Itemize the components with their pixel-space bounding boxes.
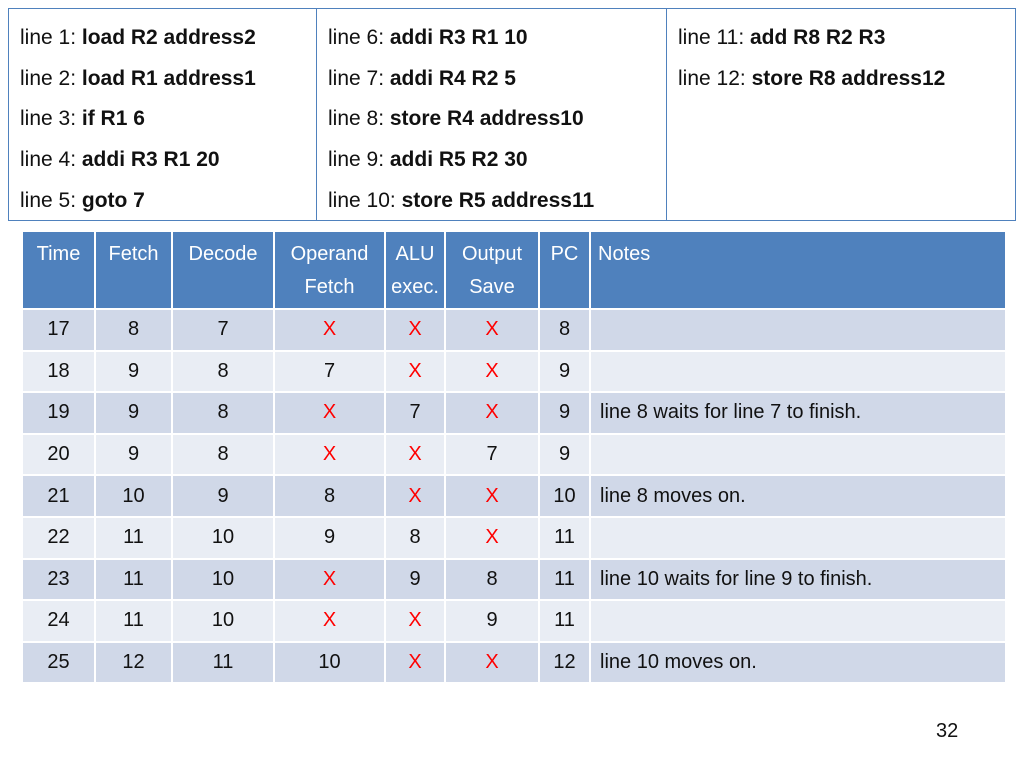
cell-pc: 9 bbox=[539, 392, 590, 434]
table-row bbox=[22, 434, 1006, 476]
cell-fetch: 11 bbox=[95, 600, 172, 642]
code-line-number: line 7: bbox=[328, 66, 390, 90]
cell-alu-exec: X bbox=[385, 351, 445, 393]
cell-operand-fetch: X bbox=[274, 392, 385, 434]
code-line bbox=[328, 59, 666, 100]
code-line bbox=[678, 18, 1015, 59]
code-line-number: line 6: bbox=[328, 26, 390, 49]
cell-decode: 7 bbox=[172, 309, 274, 351]
code-column-3 bbox=[667, 9, 1015, 220]
cell-fetch: 9 bbox=[95, 392, 172, 434]
cell-output-save: X bbox=[445, 351, 539, 393]
code-instruction: addi R3 R1 10 bbox=[389, 26, 528, 49]
cell-operand-fetch: X bbox=[274, 309, 385, 351]
code-line-number: line 11: bbox=[678, 26, 750, 49]
code-line bbox=[20, 59, 316, 100]
cell-fetch: 9 bbox=[95, 351, 172, 393]
code-instruction: load R2 address2 bbox=[81, 26, 256, 49]
cell-output-save: 8 bbox=[445, 559, 539, 601]
cell-notes: line 10 waits for line 9 to finish. bbox=[590, 559, 1006, 601]
cell-time: 23 bbox=[22, 559, 95, 601]
cell-fetch: 11 bbox=[95, 517, 172, 559]
code-line bbox=[328, 181, 666, 222]
cell-time: 19 bbox=[22, 392, 95, 434]
header-pc: PC bbox=[539, 231, 590, 309]
cell-operand-fetch: 9 bbox=[274, 517, 385, 559]
cell-operand-fetch: 10 bbox=[274, 642, 385, 684]
cell-output-save: X bbox=[445, 475, 539, 517]
code-instruction: addi R5 R2 30 bbox=[389, 148, 528, 172]
cell-operand-fetch: X bbox=[274, 434, 385, 476]
cell-time: 25 bbox=[22, 642, 95, 684]
cell-notes bbox=[590, 600, 1006, 642]
header-output-save: Output Save bbox=[445, 231, 539, 309]
cell-alu-exec: 9 bbox=[385, 559, 445, 601]
cell-notes: line 8 waits for line 7 to finish. bbox=[590, 392, 1006, 434]
cell-alu-exec: X bbox=[385, 434, 445, 476]
cell-notes: line 10 moves on. bbox=[590, 642, 1006, 684]
cell-alu-exec: X bbox=[385, 600, 445, 642]
cell-notes: line 8 moves on. bbox=[590, 475, 1006, 517]
code-instruction: goto 7 bbox=[81, 188, 145, 212]
cell-pc: 12 bbox=[539, 642, 590, 684]
code-instruction: addi R3 R1 20 bbox=[81, 148, 220, 172]
cell-output-save: 9 bbox=[445, 600, 539, 642]
code-instruction: add R8 R2 R3 bbox=[750, 26, 886, 49]
cell-decode: 10 bbox=[172, 559, 274, 601]
pipeline-table bbox=[21, 230, 1007, 684]
cell-output-save: X bbox=[445, 517, 539, 559]
code-line bbox=[20, 99, 316, 140]
table-row bbox=[22, 351, 1006, 393]
cell-notes bbox=[590, 517, 1006, 559]
code-line-number: line 8: bbox=[328, 107, 390, 131]
cell-operand-fetch: 8 bbox=[274, 475, 385, 517]
cell-operand-fetch: X bbox=[274, 600, 385, 642]
cell-pc: 11 bbox=[539, 600, 590, 642]
code-line bbox=[328, 99, 666, 140]
code-listing bbox=[8, 8, 1016, 221]
code-line-number: line 4: bbox=[20, 148, 82, 172]
cell-operand-fetch: 7 bbox=[274, 351, 385, 393]
code-instruction: if R1 6 bbox=[81, 107, 145, 131]
cell-pc: 11 bbox=[539, 517, 590, 559]
code-instruction: load R1 address1 bbox=[81, 66, 256, 90]
code-instruction: store R4 address10 bbox=[389, 107, 584, 131]
header-notes: Notes bbox=[590, 231, 1006, 309]
cell-operand-fetch: X bbox=[274, 559, 385, 601]
code-instruction: addi R4 R2 5 bbox=[389, 66, 516, 90]
code-line bbox=[328, 140, 666, 181]
code-instruction: store R8 address12 bbox=[751, 66, 946, 90]
cell-output-save: X bbox=[445, 642, 539, 684]
code-line-number: line 1: bbox=[20, 26, 82, 49]
code-column-2 bbox=[317, 9, 667, 220]
header-fetch: Fetch bbox=[95, 231, 172, 309]
table-header-row bbox=[22, 231, 1006, 309]
code-line-number: line 5: bbox=[20, 188, 82, 212]
cell-alu-exec: X bbox=[385, 309, 445, 351]
page-number: 32 bbox=[936, 720, 959, 742]
cell-fetch: 10 bbox=[95, 475, 172, 517]
cell-fetch: 12 bbox=[95, 642, 172, 684]
table-row bbox=[22, 600, 1006, 642]
code-line-number: line 2: bbox=[20, 66, 82, 90]
cell-alu-exec: 8 bbox=[385, 517, 445, 559]
cell-time: 18 bbox=[22, 351, 95, 393]
cell-time: 21 bbox=[22, 475, 95, 517]
header-alu-exec: ALU exec. bbox=[385, 231, 445, 309]
cell-notes bbox=[590, 309, 1006, 351]
cell-alu-exec: X bbox=[385, 642, 445, 684]
table-row bbox=[22, 309, 1006, 351]
cell-decode: 8 bbox=[172, 392, 274, 434]
header-decode: Decode bbox=[172, 231, 274, 309]
code-line bbox=[20, 181, 316, 222]
cell-alu-exec: 7 bbox=[385, 392, 445, 434]
cell-pc: 9 bbox=[539, 351, 590, 393]
table-row bbox=[22, 559, 1006, 601]
table-row bbox=[22, 392, 1006, 434]
cell-time: 20 bbox=[22, 434, 95, 476]
cell-pc: 8 bbox=[539, 309, 590, 351]
code-line bbox=[20, 18, 316, 59]
cell-notes bbox=[590, 434, 1006, 476]
header-operand-fetch: Operand Fetch bbox=[274, 231, 385, 309]
cell-decode: 9 bbox=[172, 475, 274, 517]
code-line bbox=[328, 18, 666, 59]
table-row bbox=[22, 642, 1006, 684]
cell-pc: 9 bbox=[539, 434, 590, 476]
code-line bbox=[678, 59, 1015, 100]
cell-alu-exec: X bbox=[385, 475, 445, 517]
cell-output-save: X bbox=[445, 309, 539, 351]
table-row bbox=[22, 517, 1006, 559]
cell-decode: 8 bbox=[172, 351, 274, 393]
header-time: Time bbox=[22, 231, 95, 309]
cell-output-save: 7 bbox=[445, 434, 539, 476]
code-line-number: line 10: bbox=[328, 188, 402, 212]
table-row bbox=[22, 475, 1006, 517]
cell-notes bbox=[590, 351, 1006, 393]
cell-output-save: X bbox=[445, 392, 539, 434]
code-column-1 bbox=[9, 9, 317, 220]
cell-decode: 8 bbox=[172, 434, 274, 476]
cell-pc: 11 bbox=[539, 559, 590, 601]
cell-fetch: 9 bbox=[95, 434, 172, 476]
cell-fetch: 11 bbox=[95, 559, 172, 601]
cell-decode: 10 bbox=[172, 600, 274, 642]
code-line-number: line 12: bbox=[678, 66, 752, 90]
cell-decode: 11 bbox=[172, 642, 274, 684]
table-body bbox=[22, 309, 1006, 683]
cell-pc: 10 bbox=[539, 475, 590, 517]
cell-time: 24 bbox=[22, 600, 95, 642]
code-line-number: line 9: bbox=[328, 148, 390, 172]
cell-time: 22 bbox=[22, 517, 95, 559]
code-line bbox=[20, 140, 316, 181]
code-instruction: store R5 address11 bbox=[401, 188, 595, 212]
cell-decode: 10 bbox=[172, 517, 274, 559]
cell-time: 17 bbox=[22, 309, 95, 351]
cell-fetch: 8 bbox=[95, 309, 172, 351]
code-line-number: line 3: bbox=[20, 107, 82, 131]
